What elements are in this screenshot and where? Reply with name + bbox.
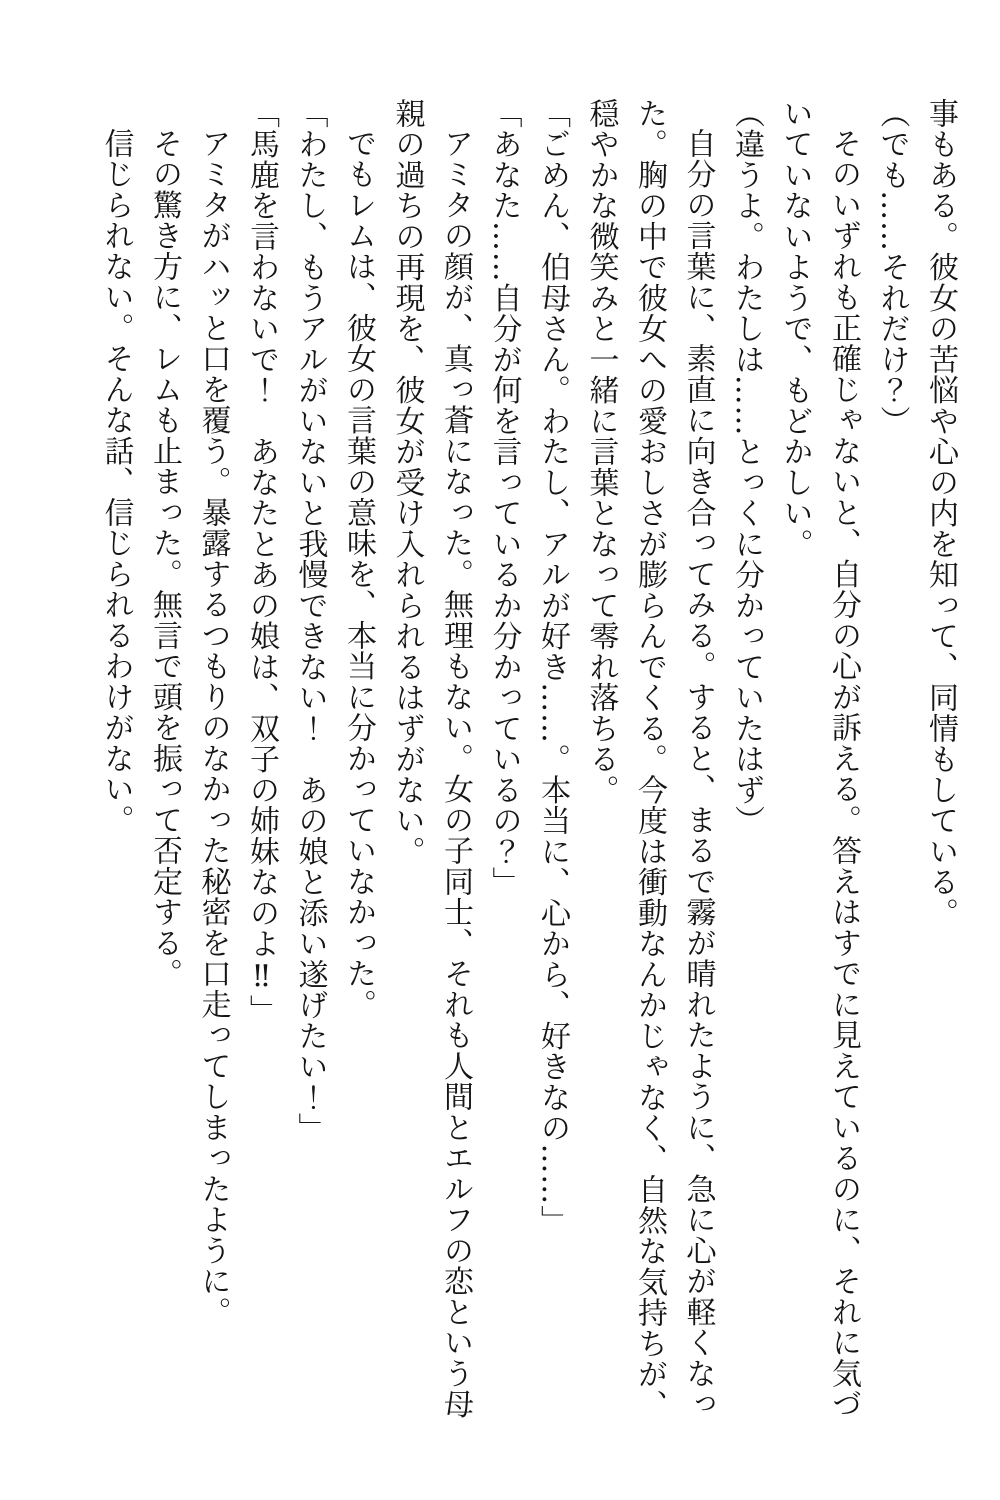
- paragraph: （違うよ。わたしは……とっくに分かっていたはず）: [729, 98, 764, 836]
- paragraph: 自分の言葉に、素直に向き合ってみる。すると、まるで霧が晴れたように、急に心が軽くなった。胸の中で彼女への愛おしさが膨らんでくる。今度は衝動なんかじゃなく、自然な気持ちが、穏やかな微笑みと一緒に言葉となって零れ落ちる。: [583, 98, 716, 1421]
- paragraph: でもレムは、彼女の言葉の意味を、本当に分かっていなかった。: [341, 128, 376, 1020]
- paragraph: 信じられない。そんな話、信じられるわけがない。: [98, 128, 134, 836]
- paragraph: アミタがハッと口を覆う。暴露するつもりのなかった秘密を口走ってしまったように。: [195, 128, 231, 1328]
- paragraph: 「ごめん、伯母さん。わたし、アルが好き……。本当に、心から、好きなの……」: [535, 98, 570, 1236]
- paragraph: 事もある。彼女の苦悩や心の内を知って、同情もしている。: [923, 98, 958, 929]
- paragraph: 「わたし、もうアルがいないと我慢できない！ あの娘と添い遂げたい！」: [292, 98, 328, 1144]
- paragraph: 「あなた……自分が何を言っているか分かっているの？」: [486, 98, 522, 898]
- paragraph: そのいずれも正確じゃないと、自分の心が訴える。答えはすでに見えているのに、それに気づいていないようで、もどかしい。: [777, 98, 861, 1420]
- paragraph: その驚き方に、レムも止まった。無言で頭を振って否定する。: [147, 128, 182, 989]
- paragraph: 「馬鹿を言わないで！ あなたとあの娘は、双子の姉妹なのよ‼」: [244, 98, 279, 1026]
- paragraph: （でも……それだけ？）: [874, 98, 910, 437]
- novel-text-area: [91, 98, 964, 1428]
- paragraph: アミタの顔が、真っ蒼になった。無理もない。女の子同士、それも人間とエルフの恋という母親の過ちの再現を、彼女が受け入れられるはずがない。: [389, 98, 473, 1420]
